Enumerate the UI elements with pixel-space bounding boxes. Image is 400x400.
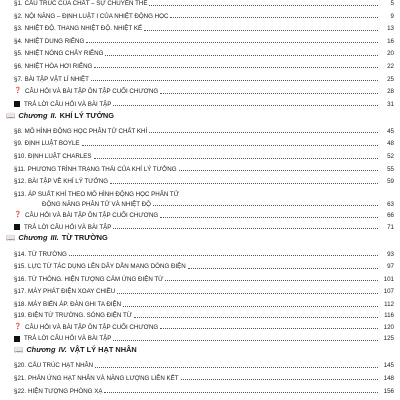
toc-entry-8[interactable]: §8. MÔ HÌNH ĐỘNG HỌC PHÂN TỬ CHẤT KHÍ 45 [14,127,394,135]
toc-entry-10[interactable]: §10. ĐỊNH LUẬT CHARLES 52 [14,153,394,161]
table-of-contents [6,0,394,395]
leader-dots [160,328,378,329]
chapter-title: VẬT LÝ HẠT NHÂN [69,344,137,354]
toc-entry-title: CẤU TRÚC HẠT NHÂN [28,362,94,370]
toc-entry-2[interactable]: §2. NỘI NĂNG – ĐỊNH LUẬT I CỦA NHIỆT ĐỘNG HỌC 9 [14,12,394,20]
toc-entry-5[interactable]: §5. NHIỆT NÓNG CHẢY RIÊNG 20 [14,50,394,58]
toc-entry-title: ĐỊNH LUẬT BOYLE [24,140,80,148]
leader-dots [134,317,378,318]
question-icon: ❓ [14,212,22,219]
toc-page-number: 52 [387,153,394,161]
leader-dots [94,158,378,159]
leader-dots [149,132,378,133]
leader-dots [91,80,378,81]
toc-entry-title: HIỆN TƯỢNG PHÓNG XẠ [28,387,103,395]
toc-page-number: 145 [383,362,394,370]
toc-entry-title: MÁY PHÁT ĐIỆN XOAY CHIỀU [28,288,116,296]
toc-entry-title: TỪ TRƯỜNG [28,250,67,258]
toc-entry-title: NỘI NĂNG – ĐỊNH LUẬT I CỦA NHIỆT ĐỘNG HỌC [24,12,169,20]
leader-dots [160,93,378,94]
chapter-title: KHÍ LÝ TƯỞNG [59,110,114,120]
leader-dots [153,205,378,206]
toc-page-number: 148 [383,374,394,382]
chapter-heading-2[interactable]: 📖 Chương II. KHÍ LÝ TƯỞNG [6,110,114,120]
toc-page-number: 66 [387,212,394,220]
toc-entry-title: ÁP SUẤT KHÍ THEO MÔ HÌNH ĐỘNG HỌC PHÂN TỬ [28,190,179,198]
leader-dots [117,293,378,294]
toc-page-number: 25 [387,75,394,83]
toc-page-number: 156 [383,387,394,395]
book-icon: 📖 [14,344,24,354]
toc-page-number: 20 [387,50,394,58]
toc-entry-title: CÂU HỎI VÀ BÀI TẬP ÔN TẬP CUỐI CHƯƠNG [25,323,159,331]
leader-dots [149,5,378,6]
toc-entry-answers-ch3[interactable] [14,331,394,342]
toc-page-number: 120 [383,323,394,331]
leader-dots [69,255,378,256]
leader-dots [113,340,378,341]
toc-entry-review-ch2[interactable] [14,208,394,219]
toc-entry-title: BÀI TẬP VỀ KHÍ LÝ TƯỞNG [28,178,109,186]
toc-entry-6[interactable]: §6. NHIỆT HÓA HƠI RIÊNG 22 [14,62,394,70]
chapter-heading-4[interactable]: 📖 Chương IV. VẬT LÝ HẠT NHÂN [14,344,137,354]
leader-dots [179,170,378,171]
toc-page-number: 101 [383,275,394,283]
chapter-title: TỪ TRƯỜNG [61,233,108,243]
toc-entry-13[interactable]: §13. ÁP SUẤT KHÍ THEO MÔ HÌNH ĐỘNG HỌC PHÂN TỬ [14,190,179,198]
toc-entry-title: MÔ HÌNH ĐỘNG HỌC PHÂN TỬ CHẤT KHÍ [24,127,148,135]
leader-dots [188,268,378,269]
toc-entry-title: TỪ THÔNG. HIỆN TƯỢNG CẢM ỨNG ĐIỆN TỪ [28,275,164,283]
toc-entry-19[interactable]: §19. ĐIỆN TỪ TRƯỜNG. SÓNG ĐIỆN TỪ 116 [14,312,394,320]
toc-entry-21[interactable]: §21. PHẢN ỨNG HẠT NHÂN VÀ NĂNG LƯỢNG LIÊN KẾT 148 [14,374,394,382]
leader-dots [123,306,378,307]
toc-entry-title: MÁY BIẾN ÁP. ĐÀN GHI TA ĐIỆN [28,301,122,309]
toc-page-number: 55 [387,165,394,173]
toc-entry-title: NHIỆT DUNG RIÊNG [24,37,85,45]
leader-dots [113,228,378,229]
toc-page-number: 63 [387,200,394,208]
toc-page-number: 48 [387,140,394,148]
toc-entry-title: NHIỆT ĐỘ. THANG NHIỆT ĐỘ. NHIỆT KẾ [24,25,143,33]
toc-entry-12[interactable]: §12. BÀI TẬP VỀ KHÍ LÝ TƯỞNG 59 [14,178,394,186]
leader-dots [95,367,378,368]
leader-dots [181,379,378,380]
toc-entry-title: TRẢ LỜI CÂU HỎI VÀ BÀI TẬP [24,100,112,108]
chapter-heading-3[interactable]: 📖 Chương III. TỪ TRƯỜNG [6,233,108,243]
toc-entry-18[interactable]: §18. MÁY BIẾN ÁP. ĐÀN GHI TA ĐIỆN 112 [14,301,394,309]
toc-entry-review-ch3[interactable] [14,319,394,330]
book-icon: 📖 [6,110,16,120]
toc-page-number: 28 [387,88,394,96]
toc-page-number: 5 [390,0,394,7]
toc-entry-11[interactable]: §11. PHƯƠNG TRÌNH TRẠNG THÁI CỦA KHÍ LÝ TƯỞNG 55 [14,165,394,173]
toc-entry-title: ĐỘNG NĂNG PHÂN TỬ VÀ NHIỆT ĐỘ [42,200,151,208]
toc-entry-4[interactable]: §4. NHIỆT DUNG RIÊNG 16 [14,37,394,45]
toc-page-number: 112 [384,301,394,309]
check-box-icon [14,224,20,230]
check-box-icon [14,101,20,107]
leader-dots [82,145,378,146]
toc-entry-title: CẤU TRÚC CỦA CHẤT – SỰ CHUYỂN THỂ [24,0,148,7]
toc-page-number: 97 [387,263,394,271]
toc-entry-title: ĐỊNH LUẬT CHARLES [28,153,92,161]
toc-page-number: 9 [390,12,394,20]
toc-entry-title: CÂU HỎI VÀ BÀI TẬP ÔN TẬP CUỐI CHƯƠNG [25,212,159,220]
toc-entry-title: TRẢ LỜI CÂU HỎI VÀ BÀI TẬP [24,335,112,343]
toc-entry-17[interactable]: §17. MÁY PHÁT ĐIỆN XOAY CHIỀU 107 [14,288,394,296]
toc-page-number: 59 [387,178,394,186]
toc-page-number: 71 [387,223,394,231]
toc-entry-title: NHIỆT HÓA HƠI RIÊNG [24,62,93,70]
toc-entry-review-ch1[interactable] [14,83,394,96]
leader-dots [160,217,378,218]
toc-page-number: 116 [384,312,394,320]
toc-entry-20[interactable]: §20. CẤU TRÚC HẠT NHÂN 145 [14,362,394,370]
toc-entry-title: PHƯƠNG TRÌNH TRẠNG THÁI CỦA KHÍ LÝ TƯỞNG [27,165,177,173]
leader-dots [94,67,378,68]
question-icon: ❓ [14,88,22,95]
toc-entry-14[interactable]: §14. TỪ TRƯỜNG 93 [14,250,394,258]
leader-dots [170,17,378,18]
question-icon: ❓ [14,323,22,330]
leader-dots [113,105,378,106]
leader-dots [104,392,378,393]
toc-entry-3[interactable]: §3. NHIỆT ĐỘ. THANG NHIỆT ĐỘ. NHIỆT KẾ 13 [14,25,394,33]
toc-entry-answers-ch1[interactable] [14,95,394,108]
toc-page-number: 93 [387,250,394,258]
toc-entry-16[interactable]: §16. TỪ THÔNG. HIỆN TƯỢNG CẢM ỨNG ĐIỆN TỪ 101 [14,275,394,283]
check-box-icon [14,336,20,342]
toc-page-number: 16 [387,37,394,45]
toc-entry-title: BÀI TẬP VẬT LÍ NHIỆT [24,75,89,83]
book-icon: 📖 [6,233,16,243]
toc-entry-7[interactable]: §7. BÀI TẬP VẬT LÍ NHIỆT 25 [14,75,394,83]
toc-entry-title: ĐIỆN TỪ TRƯỜNG. SÓNG ĐIỆN TỪ [28,312,133,320]
toc-page-number: 125 [383,335,394,343]
leader-dots [110,183,378,184]
toc-entry-title: NHIỆT NÓNG CHẢY RIÊNG [24,50,104,58]
toc-entry-1[interactable]: §1. CẤU TRÚC CỦA CHẤT – SỰ CHUYỂN THỂ 5 [14,0,394,7]
toc-page-number: 31 [387,100,394,108]
leader-dots [105,55,378,56]
leader-dots [144,30,378,31]
toc-page-number: 13 [387,25,394,33]
leader-dots [165,280,378,281]
toc-entry-22[interactable]: §22. HIỆN TƯỢNG PHÓNG XẠ 156 [14,387,394,395]
toc-entry-15[interactable]: §15. LỰC TỪ TÁC DỤNG LÊN DÂY DẪN MANG DÒNG ĐIỆN 97 [14,263,394,271]
toc-entry-title: PHẢN ỨNG HẠT NHÂN VÀ NĂNG LƯỢNG LIÊN KẾT [28,374,179,382]
toc-entry-13-continued[interactable] [14,198,394,208]
toc-entry-title: CÂU HỎI VÀ BÀI TẬP ÔN TẬP CUỐI CHƯƠNG [25,88,159,96]
toc-entry-title: TRẢ LỜI CÂU HỎI VÀ BÀI TẬP [24,223,112,231]
toc-page-number: 107 [383,288,394,296]
leader-dots [86,42,378,43]
toc-page-number: 45 [387,127,394,135]
toc-entry-9[interactable]: §9. ĐỊNH LUẬT BOYLE 48 [14,140,394,148]
toc-entry-title: LỰC TỪ TÁC DỤNG LÊN DÂY DẪN MANG DÒNG ĐIỆN [28,263,186,271]
toc-page-number: 22 [387,62,394,70]
toc-entry-answers-ch2[interactable] [14,219,394,230]
